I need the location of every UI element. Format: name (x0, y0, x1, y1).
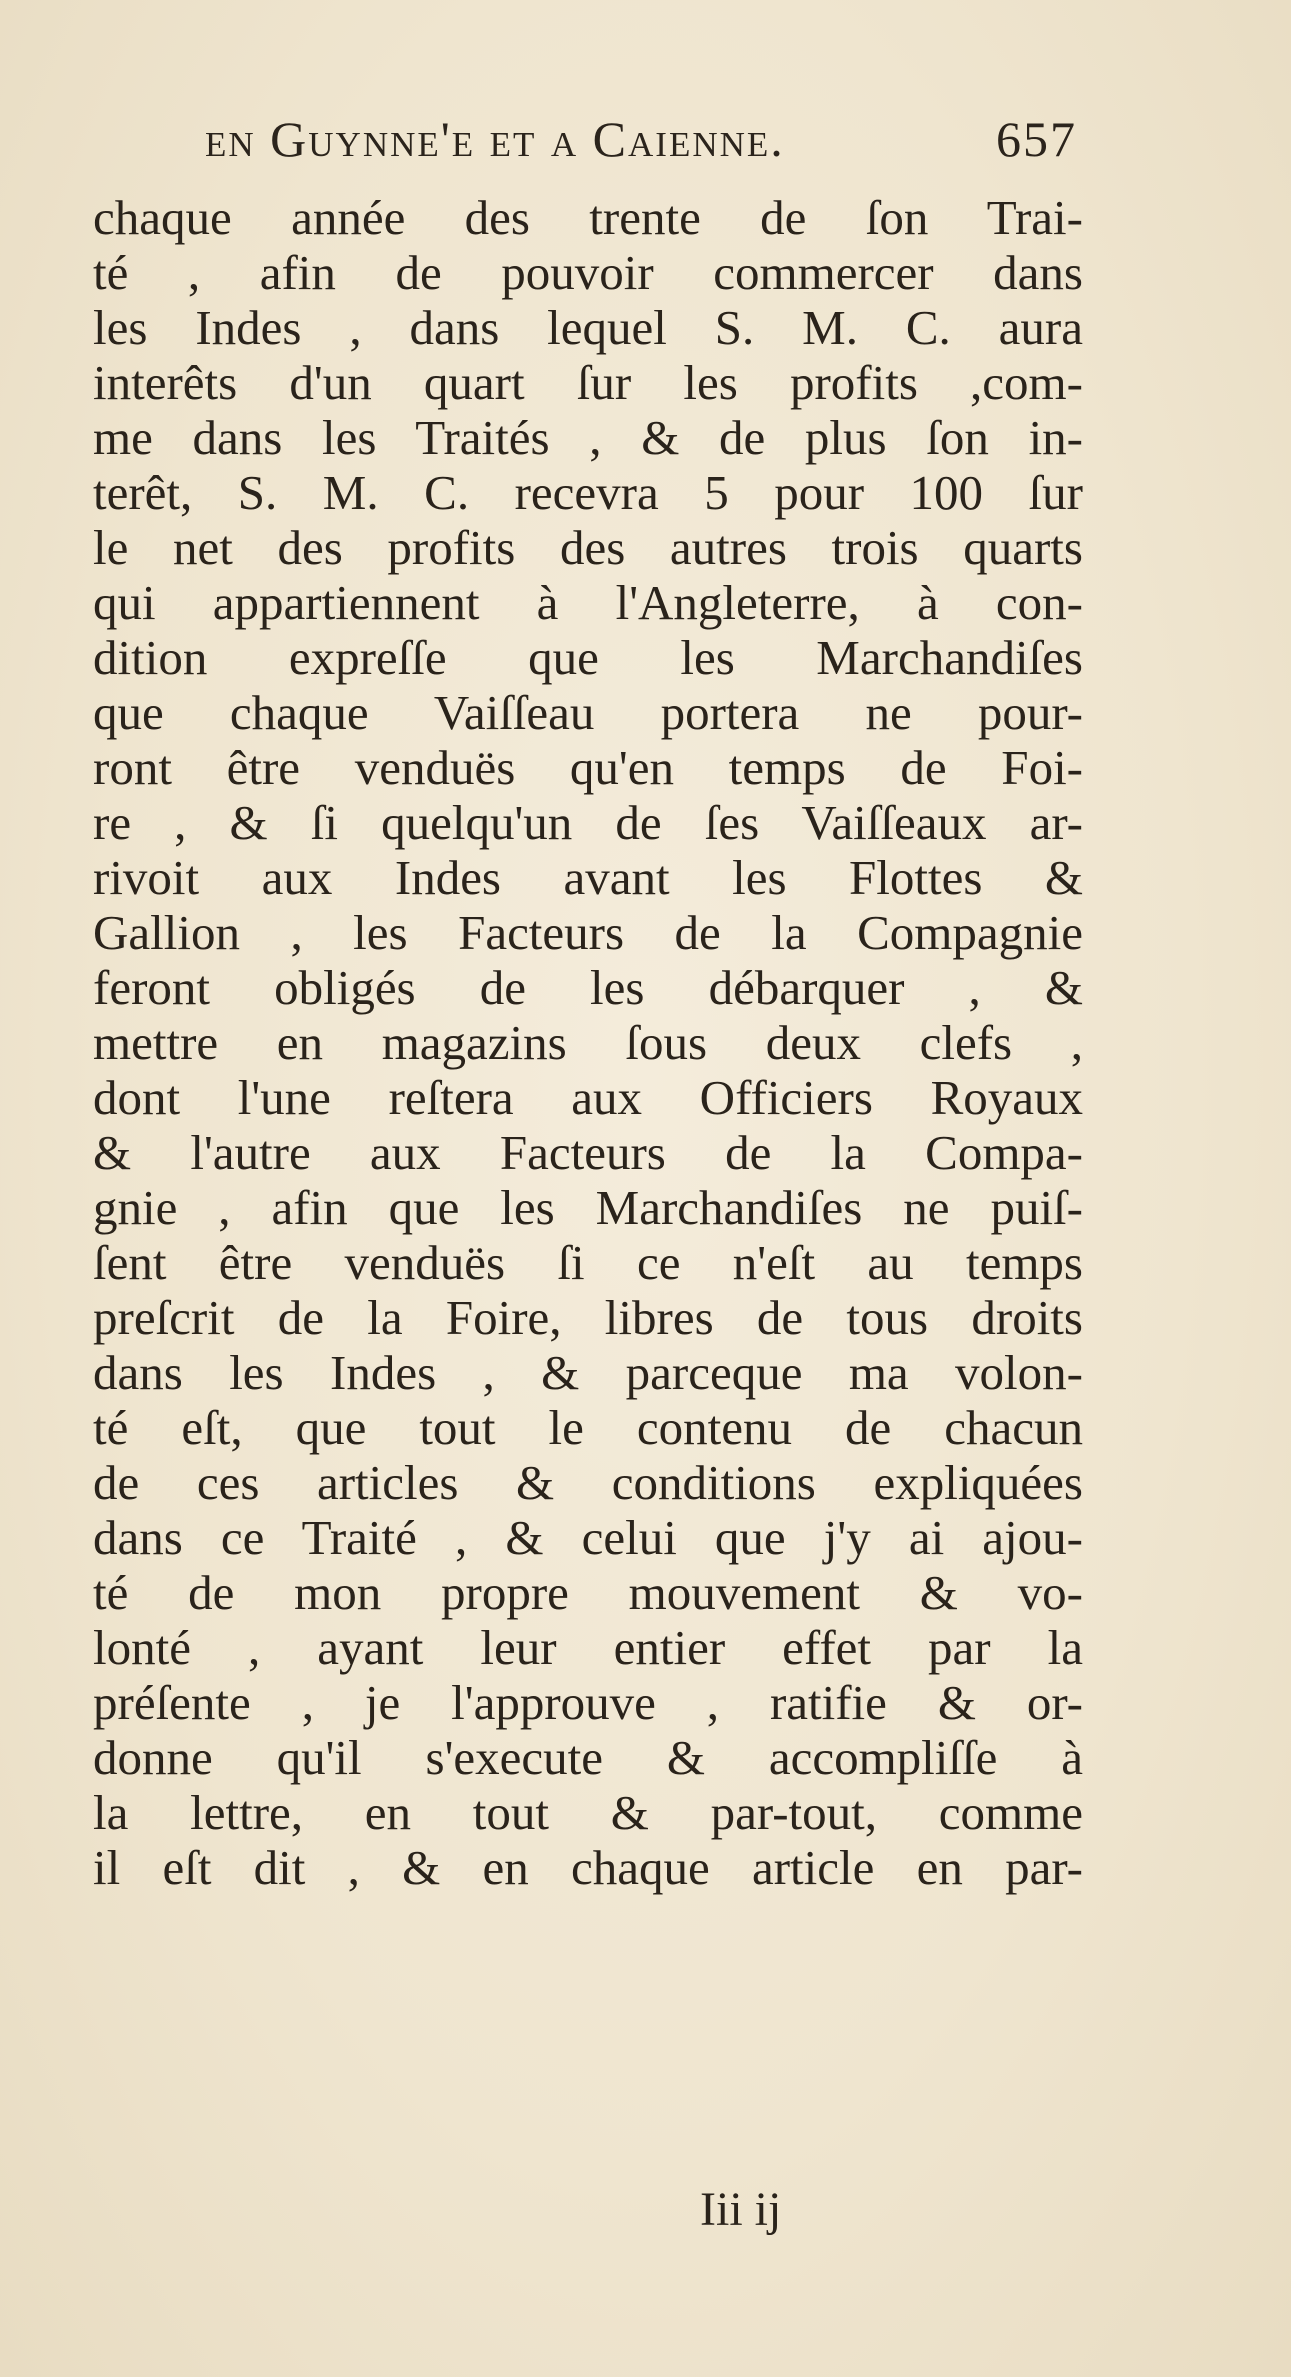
page-number: 657 (996, 111, 1077, 167)
text-line: chaque année des trente de ſon Trai- (93, 190, 1083, 245)
text-line: il eſt dit , & en chaque article en par- (93, 1840, 1083, 1895)
body-text (93, 190, 1083, 1895)
text-line: preſcrit de la Foire, libres de tous droits (93, 1290, 1083, 1345)
text-line: & l'autre aux Facteurs de la Compa- (93, 1125, 1083, 1180)
text-line: terêt, S. M. C. recevra 5 pour 100 ſur (93, 465, 1083, 520)
text-line: interêts d'un quart ſur les profits ,com- (93, 355, 1083, 410)
text-line: té de mon propre mouvement & vo- (93, 1565, 1083, 1620)
text-line: dans ce Traité , & celui que j'y ai ajou- (93, 1510, 1083, 1565)
text-line: dont l'une reſtera aux Officiers Royaux (93, 1070, 1083, 1125)
text-line: ront être venduës qu'en temps de Foi- (93, 740, 1083, 795)
text-line: lonté , ayant leur entier effet par la (93, 1620, 1083, 1675)
text-line: de ces articles & conditions expliquées (93, 1455, 1083, 1510)
running-head (205, 110, 1085, 180)
text-line: dans les Indes , & parceque ma volon- (93, 1345, 1083, 1400)
text-line: préſente , je l'approuve , ratifie & or- (93, 1675, 1083, 1730)
text-line: donne qu'il s'execute & accompliſſe à (93, 1730, 1083, 1785)
signature-mark: Iii ij (700, 2183, 782, 2236)
text-line: Gallion , les Facteurs de la Compagnie (93, 905, 1083, 960)
text-line: me dans les Traités , & de plus ſon in- (93, 410, 1083, 465)
text-line: té , afin de pouvoir commercer dans (93, 245, 1083, 300)
text-line: dition expreſſe que les Marchandiſes (93, 630, 1083, 685)
text-line: le net des profits des autres trois quarts (93, 520, 1083, 575)
text-line: re , & ſi quelqu'un de ſes Vaiſſeaux ar- (93, 795, 1083, 850)
text-line: les Indes , dans lequel S. M. C. aura (93, 300, 1083, 355)
text-line: ſent être venduës ſi ce n'eſt au temps (93, 1235, 1083, 1290)
text-line: que chaque Vaiſſeau portera ne pour- (93, 685, 1083, 740)
text-line: té eſt, que tout le contenu de chacun (93, 1400, 1083, 1455)
text-line: la lettre, en tout & par-tout, comme (93, 1785, 1083, 1840)
text-line: gnie , afin que les Marchandiſes ne puiſ- (93, 1180, 1083, 1235)
text-line: qui appartiennent à l'Angleterre, à con- (93, 575, 1083, 630)
running-title: en Guynne'e et a Caienne. (205, 111, 785, 167)
text-line: feront obligés de les débarquer , & (93, 960, 1083, 1015)
text-line: rivoit aux Indes avant les Flottes & (93, 850, 1083, 905)
text-line: mettre en magazins ſous deux clefs , (93, 1015, 1083, 1070)
